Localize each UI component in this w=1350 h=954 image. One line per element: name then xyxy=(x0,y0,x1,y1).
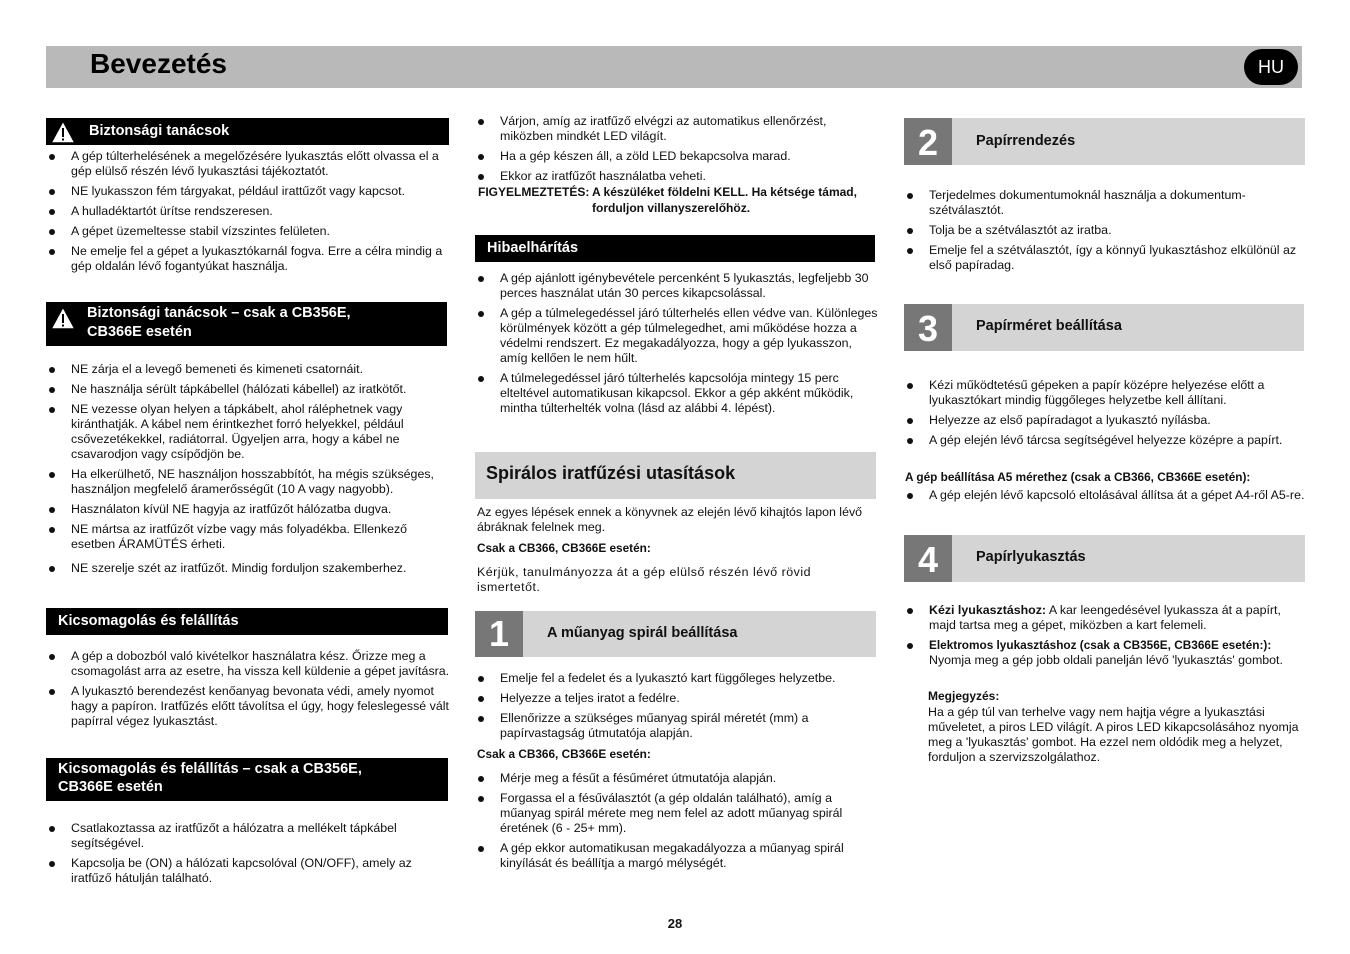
list-item: NE mártsa az iratfűzőt vízbe vagy más folyadékba. Ellenkező esetben ÁRAMÜTÉS érheti. xyxy=(46,522,451,552)
warning-triangle-icon xyxy=(50,306,76,330)
list-item: Várjon, amíg az iratfűző elvégzi az automatikus ellenőrzést, miközben mindkét LED világít. xyxy=(475,114,880,144)
step1-label: A műanyag spirál beállítása xyxy=(547,625,738,641)
list-item: NE zárja el a levegő bemeneti és kimeneti csatornáit. xyxy=(46,362,451,377)
list-item: NE vezesse olyan helyen a tápkábelt, ahol ráléphetnek vagy kiránthatják. A kábel nem érintkezhet forró helyekkel, például csővezetékekkel, radiátorral. Ügyeljen arra, hogy a kábel ne csavarodjon vagy csípődjön be. xyxy=(46,402,451,462)
list-item: Ha a gép készen áll, a zöld LED bekapcsolva marad. xyxy=(475,149,880,164)
list-item: Emelje fel a szétválasztót, így a könnyű lyukasztáshoz elkülönül az első papíradag. xyxy=(904,243,1306,273)
list-item: A túlmelegedéssel járó túlterhelés kapcsolója mintegy 15 perc elteltével automatikusan kikapcsol. Ekkor a gép akként működik, mintha túlterhelték volna (lásd az alábbi 4. lépést). xyxy=(475,371,880,416)
troubleshooting-list xyxy=(475,271,880,421)
step1-number: 1 xyxy=(475,611,523,657)
only-cb366-label-1: Csak a CB366, CB366E esetén: xyxy=(477,541,651,555)
a5-setting-list xyxy=(904,488,1306,508)
page-title: Bevezetés xyxy=(90,48,227,79)
safety-list xyxy=(46,149,451,279)
list-item: Ne emelje fel a gépet a lyukasztókarnál fogva. Erre a célra mindig a gép oldalán lévő fogantyúkat használja. xyxy=(46,244,451,274)
list-item: Forgassa el a fésűválasztót (a gép oldalán található), amíg a műanyag spirál mérete meg nem felel az adott műanyag spirál éretének (6 - 25+ mm). xyxy=(475,791,880,836)
safety-heading-text: Biztonsági tanácsok xyxy=(89,123,230,139)
warning-label: FIGYELMEZTETÉS: xyxy=(478,185,590,199)
step3-number: 3 xyxy=(904,304,952,351)
list-item: Helyezze a teljes iratot a fedélre. xyxy=(475,691,880,706)
list-item: Kézi működtetésű gépeken a papír középre helyezése előtt a lyukasztókart mindig függőleges helyzetbe kell állítani. xyxy=(904,378,1306,408)
step2-number: 2 xyxy=(904,118,952,165)
step2-label: Papírrendezés xyxy=(976,133,1076,149)
unpack-list xyxy=(46,649,451,734)
list-item xyxy=(904,638,1306,668)
list-item: Ellenőrizze a szükséges műanyag spirál méretét (mm) a papírvastagság útmutatója alapján. xyxy=(475,711,880,741)
step3-heading xyxy=(904,304,1304,351)
list-item: Használaton kívül NE hagyja az iratfűzőt hálózatba dugva. xyxy=(46,502,451,517)
warning-triangle-icon xyxy=(50,120,76,144)
manual-punch-text: A kar leengedésével lyukassza át a papírt, majd tartsa meg a gépet, miközben a kart felemeli. xyxy=(929,603,1281,632)
step4-label: Papírlyukasztás xyxy=(976,549,1086,565)
step4-list xyxy=(904,603,1306,673)
unpack-heading-text: Kicsomagolás és felállítás xyxy=(58,613,239,629)
list-item: A gép ajánlott igénybevétele percenként 5 lyukasztás, legfeljebb 30 perces használat után 30 perces kikapcsolással. xyxy=(475,271,880,301)
list-item: Mérje meg a fésűt a fésűméret útmutatója alapján. xyxy=(475,771,880,786)
list-item: A gép a dobozból való kivételkor használatra kész. Őrizze meg a csomagolást arra az esetre, ha vissza kell küldenie a gépet javításra. xyxy=(46,649,451,679)
warning-text-line1: A készüléket földelni KELL. Ha kétsége támad, xyxy=(592,185,857,199)
language-badge: HU xyxy=(1244,49,1298,85)
list-item: A hulladéktartót ürítse rendszeresen. xyxy=(46,204,451,219)
list-item: NE szerelje szét az iratfűzőt. Mindig forduljon szakemberhez. xyxy=(46,561,451,576)
electric-punch-label: Elektromos lyukasztáshoz (csak a CB356E, CB366E esetén:): xyxy=(929,638,1272,652)
step3-list xyxy=(904,378,1306,453)
list-item: Ha elkerülhető, NE használjon hosszabbítót, ha mégis szükséges, használjon megfelelő áramerősségűt (10 A vagy nagyobb). xyxy=(46,467,451,497)
troubleshooting-heading-text: Hibaelhárítás xyxy=(487,240,579,256)
list-item: A lyukasztó berendezést kenőanyag bevonata védi, amely nyomot hagy a papíron. Iratfűzés előtt távolítsa el úgy, hogy feleslegessé vált papírral végez lyukasztást. xyxy=(46,684,451,729)
step3-label: Papírméret beállítása xyxy=(976,318,1122,334)
spiral-intro: Az egyes lépések ennek a könyvnek az elején lévő kihajtós lapon lévő ábráknak felelnek meg. xyxy=(477,505,863,534)
page-number: 28 xyxy=(667,916,683,931)
spiral-section-heading-text: Spirálos iratfűzési utasítások xyxy=(486,463,736,483)
step4-heading xyxy=(904,535,1305,582)
list-item: Terjedelmes dokumentumoknál használja a dokumentum-szétválasztót. xyxy=(904,188,1306,218)
step1-list xyxy=(475,671,880,746)
list-item: A gép ekkor automatikusan megakadályozza a műanyag spirál kinyílását és beállítja a margó mélységét. xyxy=(475,841,880,871)
list-item: NE lyukasszon fém tárgyakat, például irattűzőt vagy kapcsot. xyxy=(46,184,451,199)
continued-list xyxy=(475,114,880,189)
list-item: Tolja be a szétválasztót az iratba. xyxy=(904,223,1306,238)
list-item: A gép elején lévő kapcsoló eltolásával állítsa át a gépet A4-ről A5-re. xyxy=(904,488,1306,503)
list-item xyxy=(904,603,1306,633)
list-item: Emelje fel a fedelet és a lyukasztó kart függőleges helyzetbe. xyxy=(475,671,880,686)
page-header-bar xyxy=(46,46,1302,88)
list-item: A gép túlterhelésének a megelőzésére lyukasztás előtt olvassa el a gép elülső részén lévő lyukasztási tájékoztatót. xyxy=(46,149,451,179)
list-item: Helyezze az első papíradagot a lyukasztó nyílásba. xyxy=(904,413,1306,428)
list-item: Ekkor az iratfűzőt használatba veheti. xyxy=(475,169,880,184)
unpack2-list xyxy=(46,821,451,891)
list-item: A gépet üzemeltesse stabil vízszintes felületen. xyxy=(46,224,451,239)
electric-punch-text: Nyomja meg a gép jobb oldali panelján lévő 'lyukasztás' gombot. xyxy=(929,653,1283,667)
a5-setting-heading: A gép beállítása A5 mérethez (csak a CB366, CB366E esetén): xyxy=(905,470,1251,484)
step4-number: 4 xyxy=(904,535,952,582)
unpack-heading xyxy=(46,608,448,635)
safety-heading xyxy=(46,118,449,145)
only-cb366-label-2: Csak a CB366, CB366E esetén: xyxy=(477,747,651,761)
list-item: Ne használja sérült tápkábellel (hálózati kábellel) az iratkötőt. xyxy=(46,382,451,397)
step2-list xyxy=(904,188,1306,278)
step2-heading xyxy=(904,118,1305,165)
safety2-heading xyxy=(46,302,447,346)
unpack2-heading-line1: Kicsomagolás és felállítás – csak a CB356E, xyxy=(58,761,362,777)
unpack2-heading-line2: CB366E esetén xyxy=(58,779,163,795)
list-item: Kapcsolja be (ON) a hálózati kapcsolóval (ON/OFF), amely az iratfűző hátulján található. xyxy=(46,856,451,886)
unpack2-heading xyxy=(46,758,448,801)
manual-punch-label: Kézi lyukasztáshoz: xyxy=(929,603,1047,617)
list-item: A gép elején lévő tárcsa segítségével helyezze középre a papírt. xyxy=(904,433,1306,448)
note-text: Ha a gép túl van terhelve vagy nem hajtja végre a lyukasztási műveletet, a piros LED világít. A piros LED kikapcsolásához nyomja meg a 'lyukasztás' gombot. Ha ezzel nem oldódik meg a helyzet, forduljon a szervizszolgálathoz. xyxy=(928,705,1299,764)
safety2-list xyxy=(46,362,451,581)
note-label: Megjegyzés: xyxy=(928,689,1000,703)
step1-heading xyxy=(475,611,876,657)
only-cb366-text: Kérjük, tanulmányozza át a gép elülső részén lévő rövid ismertetőt. xyxy=(477,565,811,594)
warning-text-line2: forduljon villanyszerelőhöz. xyxy=(592,201,751,215)
troubleshooting-heading xyxy=(475,235,875,262)
safety2-heading-line1: Biztonsági tanácsok – csak a CB356E, xyxy=(87,305,351,321)
spiral-section-heading xyxy=(475,452,876,499)
list-item: A gép a túlmelegedéssel járó túlterhelés ellen védve van. Különleges körülmények között a gép túlmelegedhet, ami működése hozza a védelmi rendszert. Ez megakadályozza, hogy a gép lyukasszon, amíg kellően le nem hűlt. xyxy=(475,306,880,366)
list-item: Csatlakoztassa az iratfűzőt a hálózatra a mellékelt tápkábel segítségével. xyxy=(46,821,451,851)
safety2-heading-line2: CB366E esetén xyxy=(87,324,192,340)
step1-list-2 xyxy=(475,771,880,876)
